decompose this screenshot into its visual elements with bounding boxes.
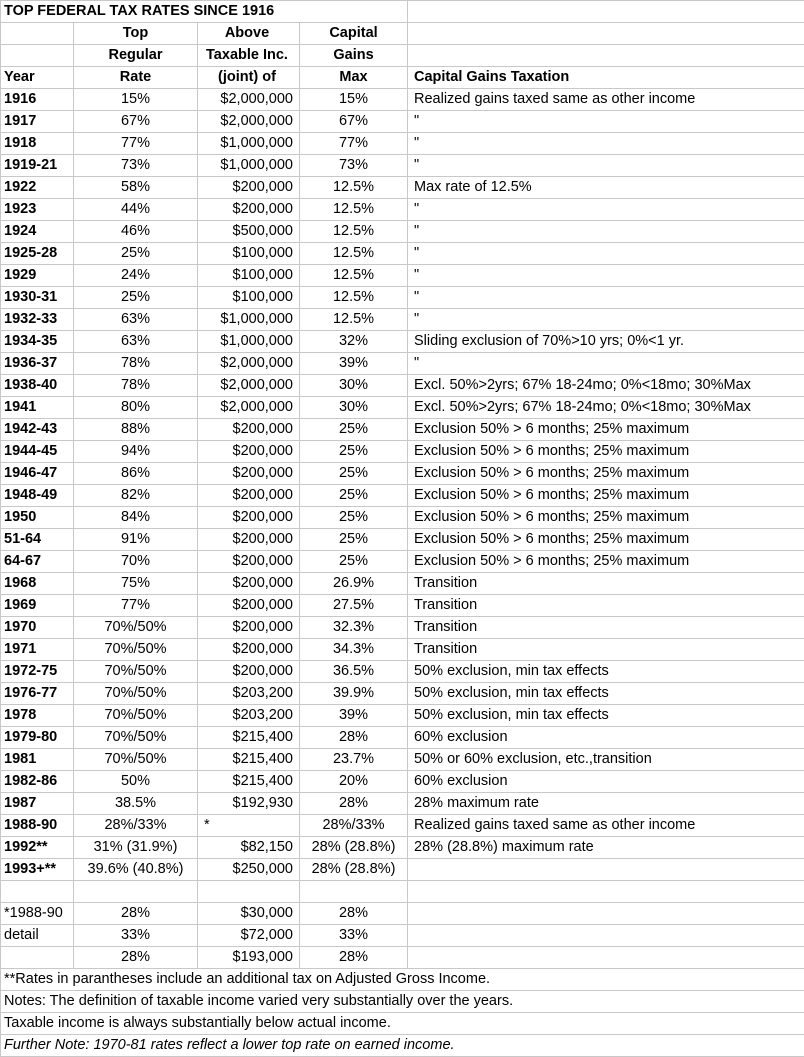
- regular-rate-cell: 15%: [74, 89, 198, 111]
- table-row: [1, 661, 804, 683]
- taxable-income-cell: $1,000,000: [198, 155, 300, 177]
- column-header: [408, 45, 804, 67]
- taxable-income-cell: $2,000,000: [198, 89, 300, 111]
- year-cell: 1979-80: [1, 727, 74, 749]
- regular-rate-cell: 86%: [74, 463, 198, 485]
- capital-gains-max-cell: 32%: [300, 331, 408, 353]
- capital-gains-taxation-cell: Exclusion 50% > 6 months; 25% maximum: [408, 419, 804, 441]
- column-header: Max: [300, 67, 408, 89]
- capital-gains-max-cell: 39%: [300, 705, 408, 727]
- table-row: [1, 111, 804, 133]
- taxable-income-cell: $192,930: [198, 793, 300, 815]
- column-header: Capital: [300, 23, 408, 45]
- regular-rate-cell: 70%/50%: [74, 617, 198, 639]
- taxable-income-cell: $215,400: [198, 727, 300, 749]
- capital-gains-max-cell: 12.5%: [300, 287, 408, 309]
- table-row: [1, 287, 804, 309]
- capital-gains-max-cell: 12.5%: [300, 177, 408, 199]
- year-cell: 1987: [1, 793, 74, 815]
- capital-gains-max-cell: 20%: [300, 771, 408, 793]
- taxable-income-cell: $250,000: [198, 859, 300, 881]
- table-row: [1, 705, 804, 727]
- taxable-income-cell: $100,000: [198, 287, 300, 309]
- taxable-income-cell: $2,000,000: [198, 375, 300, 397]
- table-row: [1, 749, 804, 771]
- table-row: [1, 375, 804, 397]
- taxable-income-cell: $200,000: [198, 419, 300, 441]
- taxable-income-cell: $82,150: [198, 837, 300, 859]
- capital-gains-max-cell: 33%: [300, 925, 408, 947]
- blank-cell: [408, 881, 804, 903]
- table-row: [1, 133, 804, 155]
- year-cell: 1941: [1, 397, 74, 419]
- capital-gains-taxation-cell: Exclusion 50% > 6 months; 25% maximum: [408, 507, 804, 529]
- capital-gains-taxation-cell: ": [408, 221, 804, 243]
- year-cell: 1978: [1, 705, 74, 727]
- taxable-income-cell: $203,200: [198, 683, 300, 705]
- capital-gains-taxation-cell: Exclusion 50% > 6 months; 25% maximum: [408, 441, 804, 463]
- blank-cell: [74, 881, 198, 903]
- column-header: [1, 45, 74, 67]
- note-row: [1, 1013, 804, 1035]
- year-cell: 1922: [1, 177, 74, 199]
- capital-gains-max-cell: 28%: [300, 903, 408, 925]
- table-row: [1, 331, 804, 353]
- year-cell: 1919-21: [1, 155, 74, 177]
- year-cell: 1923: [1, 199, 74, 221]
- column-header: Top: [74, 23, 198, 45]
- capital-gains-max-cell: 25%: [300, 463, 408, 485]
- capital-gains-max-cell: 28% (28.8%): [300, 859, 408, 881]
- regular-rate-cell: 70%/50%: [74, 683, 198, 705]
- regular-rate-cell: 70%/50%: [74, 727, 198, 749]
- table-body: [1, 1, 804, 1057]
- year-cell: 1944-45: [1, 441, 74, 463]
- capital-gains-max-cell: 30%: [300, 375, 408, 397]
- regular-rate-cell: 44%: [74, 199, 198, 221]
- taxable-income-cell: $200,000: [198, 529, 300, 551]
- regular-rate-cell: 70%/50%: [74, 661, 198, 683]
- capital-gains-taxation-cell: Exclusion 50% > 6 months; 25% maximum: [408, 551, 804, 573]
- table-row: [1, 551, 804, 573]
- regular-rate-cell: 67%: [74, 111, 198, 133]
- footnote-text: Notes: The definition of taxable income varied very substantially over the years.: [1, 991, 804, 1013]
- regular-rate-cell: 78%: [74, 353, 198, 375]
- capital-gains-max-cell: 39.9%: [300, 683, 408, 705]
- taxable-income-cell: $215,400: [198, 771, 300, 793]
- capital-gains-taxation-cell: ": [408, 155, 804, 177]
- taxable-income-cell: $200,000: [198, 199, 300, 221]
- regular-rate-cell: 77%: [74, 595, 198, 617]
- capital-gains-taxation-cell: ": [408, 309, 804, 331]
- capital-gains-taxation-cell: Realized gains taxed same as other income: [408, 815, 804, 837]
- taxable-income-cell: $193,000: [198, 947, 300, 969]
- taxable-income-cell: $500,000: [198, 221, 300, 243]
- table-row: [1, 309, 804, 331]
- taxable-income-cell: $200,000: [198, 639, 300, 661]
- year-cell: 1968: [1, 573, 74, 595]
- capital-gains-taxation-cell: Transition: [408, 617, 804, 639]
- regular-rate-cell: 63%: [74, 309, 198, 331]
- year-cell: 1929: [1, 265, 74, 287]
- capital-gains-max-cell: 25%: [300, 551, 408, 573]
- year-cell: detail: [1, 925, 74, 947]
- table-row: [1, 441, 804, 463]
- capital-gains-taxation-cell: [408, 925, 804, 947]
- regular-rate-cell: 70%/50%: [74, 749, 198, 771]
- table-row: [1, 155, 804, 177]
- regular-rate-cell: 28%: [74, 947, 198, 969]
- capital-gains-taxation-cell: 50% exclusion, min tax effects: [408, 705, 804, 727]
- table-row: [1, 837, 804, 859]
- regular-rate-cell: 70%/50%: [74, 705, 198, 727]
- capital-gains-max-cell: 25%: [300, 441, 408, 463]
- capital-gains-taxation-cell: 60% exclusion: [408, 771, 804, 793]
- table-row: [1, 463, 804, 485]
- year-cell: 1934-35: [1, 331, 74, 353]
- year-cell: 1932-33: [1, 309, 74, 331]
- regular-rate-cell: 25%: [74, 287, 198, 309]
- year-cell: 51-64: [1, 529, 74, 551]
- capital-gains-max-cell: 73%: [300, 155, 408, 177]
- header-row3: [1, 67, 804, 89]
- year-cell: 1936-37: [1, 353, 74, 375]
- table-row: [1, 859, 804, 881]
- taxable-income-cell: $100,000: [198, 243, 300, 265]
- capital-gains-taxation-cell: Realized gains taxed same as other income: [408, 89, 804, 111]
- capital-gains-taxation-cell: 28% maximum rate: [408, 793, 804, 815]
- table-row: [1, 177, 804, 199]
- capital-gains-max-cell: 25%: [300, 529, 408, 551]
- taxable-income-cell: $200,000: [198, 177, 300, 199]
- column-header: Rate: [74, 67, 198, 89]
- regular-rate-cell: 24%: [74, 265, 198, 287]
- regular-rate-cell: 63%: [74, 331, 198, 353]
- regular-rate-cell: 31% (31.9%): [74, 837, 198, 859]
- table-row: [1, 243, 804, 265]
- taxable-income-cell: $2,000,000: [198, 111, 300, 133]
- regular-rate-cell: 50%: [74, 771, 198, 793]
- capital-gains-taxation-cell: Excl. 50%>2yrs; 67% 18-24mo; 0%<18mo; 30%Max: [408, 375, 804, 397]
- capital-gains-taxation-cell: ": [408, 133, 804, 155]
- footnote-text: Further Note: 1970-81 rates reflect a lower top rate on earned income.: [1, 1035, 804, 1057]
- table-row: [1, 529, 804, 551]
- capital-gains-max-cell: 25%: [300, 507, 408, 529]
- capital-gains-max-cell: 28% (28.8%): [300, 837, 408, 859]
- capital-gains-max-cell: 34.3%: [300, 639, 408, 661]
- year-cell: 1918: [1, 133, 74, 155]
- capital-gains-taxation-cell: Max rate of 12.5%: [408, 177, 804, 199]
- regular-rate-cell: 58%: [74, 177, 198, 199]
- regular-rate-cell: 33%: [74, 925, 198, 947]
- regular-rate-cell: 94%: [74, 441, 198, 463]
- header-row1: [1, 23, 804, 45]
- year-cell: 1976-77: [1, 683, 74, 705]
- blank-row: [1, 881, 804, 903]
- capital-gains-taxation-cell: Transition: [408, 639, 804, 661]
- year-cell: 1950: [1, 507, 74, 529]
- table-row: [1, 419, 804, 441]
- capital-gains-max-cell: 12.5%: [300, 243, 408, 265]
- table-row: [1, 573, 804, 595]
- year-cell: *1988-90: [1, 903, 74, 925]
- taxable-income-cell: $215,400: [198, 749, 300, 771]
- note-row: [1, 1035, 804, 1057]
- capital-gains-max-cell: 32.3%: [300, 617, 408, 639]
- capital-gains-max-cell: 28%: [300, 727, 408, 749]
- title-row: [1, 1, 804, 23]
- capital-gains-taxation-cell: 28% (28.8%) maximum rate: [408, 837, 804, 859]
- note-row: [1, 991, 804, 1013]
- blank-cell: [408, 1, 804, 23]
- taxable-income-cell: $200,000: [198, 485, 300, 507]
- regular-rate-cell: 25%: [74, 243, 198, 265]
- regular-rate-cell: 84%: [74, 507, 198, 529]
- regular-rate-cell: 91%: [74, 529, 198, 551]
- year-cell: [1, 947, 74, 969]
- footnote-text: Taxable income is always substantially below actual income.: [1, 1013, 804, 1035]
- table-row: [1, 507, 804, 529]
- year-cell: 1917: [1, 111, 74, 133]
- column-header: Gains: [300, 45, 408, 67]
- capital-gains-taxation-cell: Exclusion 50% > 6 months; 25% maximum: [408, 463, 804, 485]
- year-cell: 1993+**: [1, 859, 74, 881]
- taxable-income-cell: $200,000: [198, 573, 300, 595]
- year-cell: 1971: [1, 639, 74, 661]
- table-row: [1, 793, 804, 815]
- capital-gains-max-cell: 12.5%: [300, 199, 408, 221]
- capital-gains-taxation-cell: Excl. 50%>2yrs; 67% 18-24mo; 0%<18mo; 30%Max: [408, 397, 804, 419]
- table-row: [1, 683, 804, 705]
- regular-rate-cell: 38.5%: [74, 793, 198, 815]
- regular-rate-cell: 77%: [74, 133, 198, 155]
- table-row: [1, 485, 804, 507]
- capital-gains-taxation-cell: ": [408, 243, 804, 265]
- taxable-income-cell: $30,000: [198, 903, 300, 925]
- year-cell: 1948-49: [1, 485, 74, 507]
- table-row: [1, 199, 804, 221]
- capital-gains-taxation-cell: 60% exclusion: [408, 727, 804, 749]
- taxable-income-cell: $200,000: [198, 551, 300, 573]
- column-header: [1, 23, 74, 45]
- column-header: Year: [1, 67, 74, 89]
- regular-rate-cell: 70%: [74, 551, 198, 573]
- year-cell: 1969: [1, 595, 74, 617]
- year-cell: 1972-75: [1, 661, 74, 683]
- capital-gains-taxation-cell: ": [408, 353, 804, 375]
- year-cell: 1988-90: [1, 815, 74, 837]
- capital-gains-taxation-cell: ": [408, 199, 804, 221]
- regular-rate-cell: 73%: [74, 155, 198, 177]
- capital-gains-taxation-cell: ": [408, 287, 804, 309]
- detail-row: [1, 903, 804, 925]
- capital-gains-taxation-cell: ": [408, 265, 804, 287]
- capital-gains-taxation-cell: Exclusion 50% > 6 months; 25% maximum: [408, 529, 804, 551]
- regular-rate-cell: 28%/33%: [74, 815, 198, 837]
- capital-gains-max-cell: 23.7%: [300, 749, 408, 771]
- table-row: [1, 815, 804, 837]
- table-row: [1, 89, 804, 111]
- capital-gains-max-cell: 36.5%: [300, 661, 408, 683]
- table-row: [1, 639, 804, 661]
- taxable-income-cell: $200,000: [198, 595, 300, 617]
- capital-gains-taxation-cell: 50% or 60% exclusion, etc.,transition: [408, 749, 804, 771]
- regular-rate-cell: 46%: [74, 221, 198, 243]
- taxable-income-cell: *: [198, 815, 300, 837]
- capital-gains-max-cell: 15%: [300, 89, 408, 111]
- table-row: [1, 771, 804, 793]
- year-cell: 1938-40: [1, 375, 74, 397]
- year-cell: 1946-47: [1, 463, 74, 485]
- taxable-income-cell: $1,000,000: [198, 133, 300, 155]
- taxable-income-cell: $2,000,000: [198, 353, 300, 375]
- year-cell: 1981: [1, 749, 74, 771]
- taxable-income-cell: $72,000: [198, 925, 300, 947]
- regular-rate-cell: 39.6% (40.8%): [74, 859, 198, 881]
- blank-cell: [198, 881, 300, 903]
- table-row: [1, 353, 804, 375]
- header-row2: [1, 45, 804, 67]
- capital-gains-taxation-cell: [408, 859, 804, 881]
- regular-rate-cell: 75%: [74, 573, 198, 595]
- year-cell: 1930-31: [1, 287, 74, 309]
- taxable-income-cell: $200,000: [198, 661, 300, 683]
- regular-rate-cell: 82%: [74, 485, 198, 507]
- table-row: [1, 397, 804, 419]
- year-cell: 1916: [1, 89, 74, 111]
- year-cell: 1970: [1, 617, 74, 639]
- column-header: [408, 23, 804, 45]
- table-row: [1, 221, 804, 243]
- taxable-income-cell: $1,000,000: [198, 331, 300, 353]
- capital-gains-taxation-cell: Transition: [408, 595, 804, 617]
- detail-row: [1, 925, 804, 947]
- capital-gains-max-cell: 26.9%: [300, 573, 408, 595]
- regular-rate-cell: 28%: [74, 903, 198, 925]
- taxable-income-cell: $100,000: [198, 265, 300, 287]
- column-header: Capital Gains Taxation: [408, 67, 804, 89]
- year-cell: 1924: [1, 221, 74, 243]
- capital-gains-max-cell: 30%: [300, 397, 408, 419]
- taxable-income-cell: $200,000: [198, 441, 300, 463]
- taxable-income-cell: $200,000: [198, 617, 300, 639]
- capital-gains-max-cell: 67%: [300, 111, 408, 133]
- capital-gains-taxation-cell: Exclusion 50% > 6 months; 25% maximum: [408, 485, 804, 507]
- note-row: [1, 969, 804, 991]
- taxable-income-cell: $203,200: [198, 705, 300, 727]
- capital-gains-max-cell: 12.5%: [300, 265, 408, 287]
- capital-gains-max-cell: 77%: [300, 133, 408, 155]
- column-header: Taxable Inc.: [198, 45, 300, 67]
- year-cell: 64-67: [1, 551, 74, 573]
- capital-gains-max-cell: 28%/33%: [300, 815, 408, 837]
- year-cell: 1992**: [1, 837, 74, 859]
- capital-gains-max-cell: 12.5%: [300, 221, 408, 243]
- table-row: [1, 265, 804, 287]
- year-cell: 1982-86: [1, 771, 74, 793]
- year-cell: 1925-28: [1, 243, 74, 265]
- capital-gains-max-cell: 27.5%: [300, 595, 408, 617]
- capital-gains-taxation-cell: [408, 903, 804, 925]
- column-header: (joint) of: [198, 67, 300, 89]
- table-row: [1, 595, 804, 617]
- regular-rate-cell: 88%: [74, 419, 198, 441]
- table-row: [1, 617, 804, 639]
- taxable-income-cell: $1,000,000: [198, 309, 300, 331]
- regular-rate-cell: 78%: [74, 375, 198, 397]
- blank-cell: [300, 881, 408, 903]
- capital-gains-max-cell: 25%: [300, 485, 408, 507]
- capital-gains-max-cell: 12.5%: [300, 309, 408, 331]
- capital-gains-taxation-cell: 50% exclusion, min tax effects: [408, 661, 804, 683]
- column-header: Above: [198, 23, 300, 45]
- regular-rate-cell: 80%: [74, 397, 198, 419]
- capital-gains-taxation-cell: Sliding exclusion of 70%>10 yrs; 0%<1 yr.: [408, 331, 804, 353]
- capital-gains-max-cell: 25%: [300, 419, 408, 441]
- year-cell: 1942-43: [1, 419, 74, 441]
- taxable-income-cell: $200,000: [198, 463, 300, 485]
- capital-gains-taxation-cell: ": [408, 111, 804, 133]
- capital-gains-max-cell: 28%: [300, 947, 408, 969]
- table-title: TOP FEDERAL TAX RATES SINCE 1916: [1, 1, 408, 23]
- footnote-text: **Rates in parantheses include an additional tax on Adjusted Gross Income.: [1, 969, 804, 991]
- taxable-income-cell: $2,000,000: [198, 397, 300, 419]
- regular-rate-cell: 70%/50%: [74, 639, 198, 661]
- table-row: [1, 727, 804, 749]
- blank-cell: [1, 881, 74, 903]
- capital-gains-taxation-cell: 50% exclusion, min tax effects: [408, 683, 804, 705]
- detail-row: [1, 947, 804, 969]
- column-header: Regular: [74, 45, 198, 67]
- taxable-income-cell: $200,000: [198, 507, 300, 529]
- capital-gains-taxation-cell: Transition: [408, 573, 804, 595]
- capital-gains-taxation-cell: [408, 947, 804, 969]
- capital-gains-max-cell: 28%: [300, 793, 408, 815]
- capital-gains-max-cell: 39%: [300, 353, 408, 375]
